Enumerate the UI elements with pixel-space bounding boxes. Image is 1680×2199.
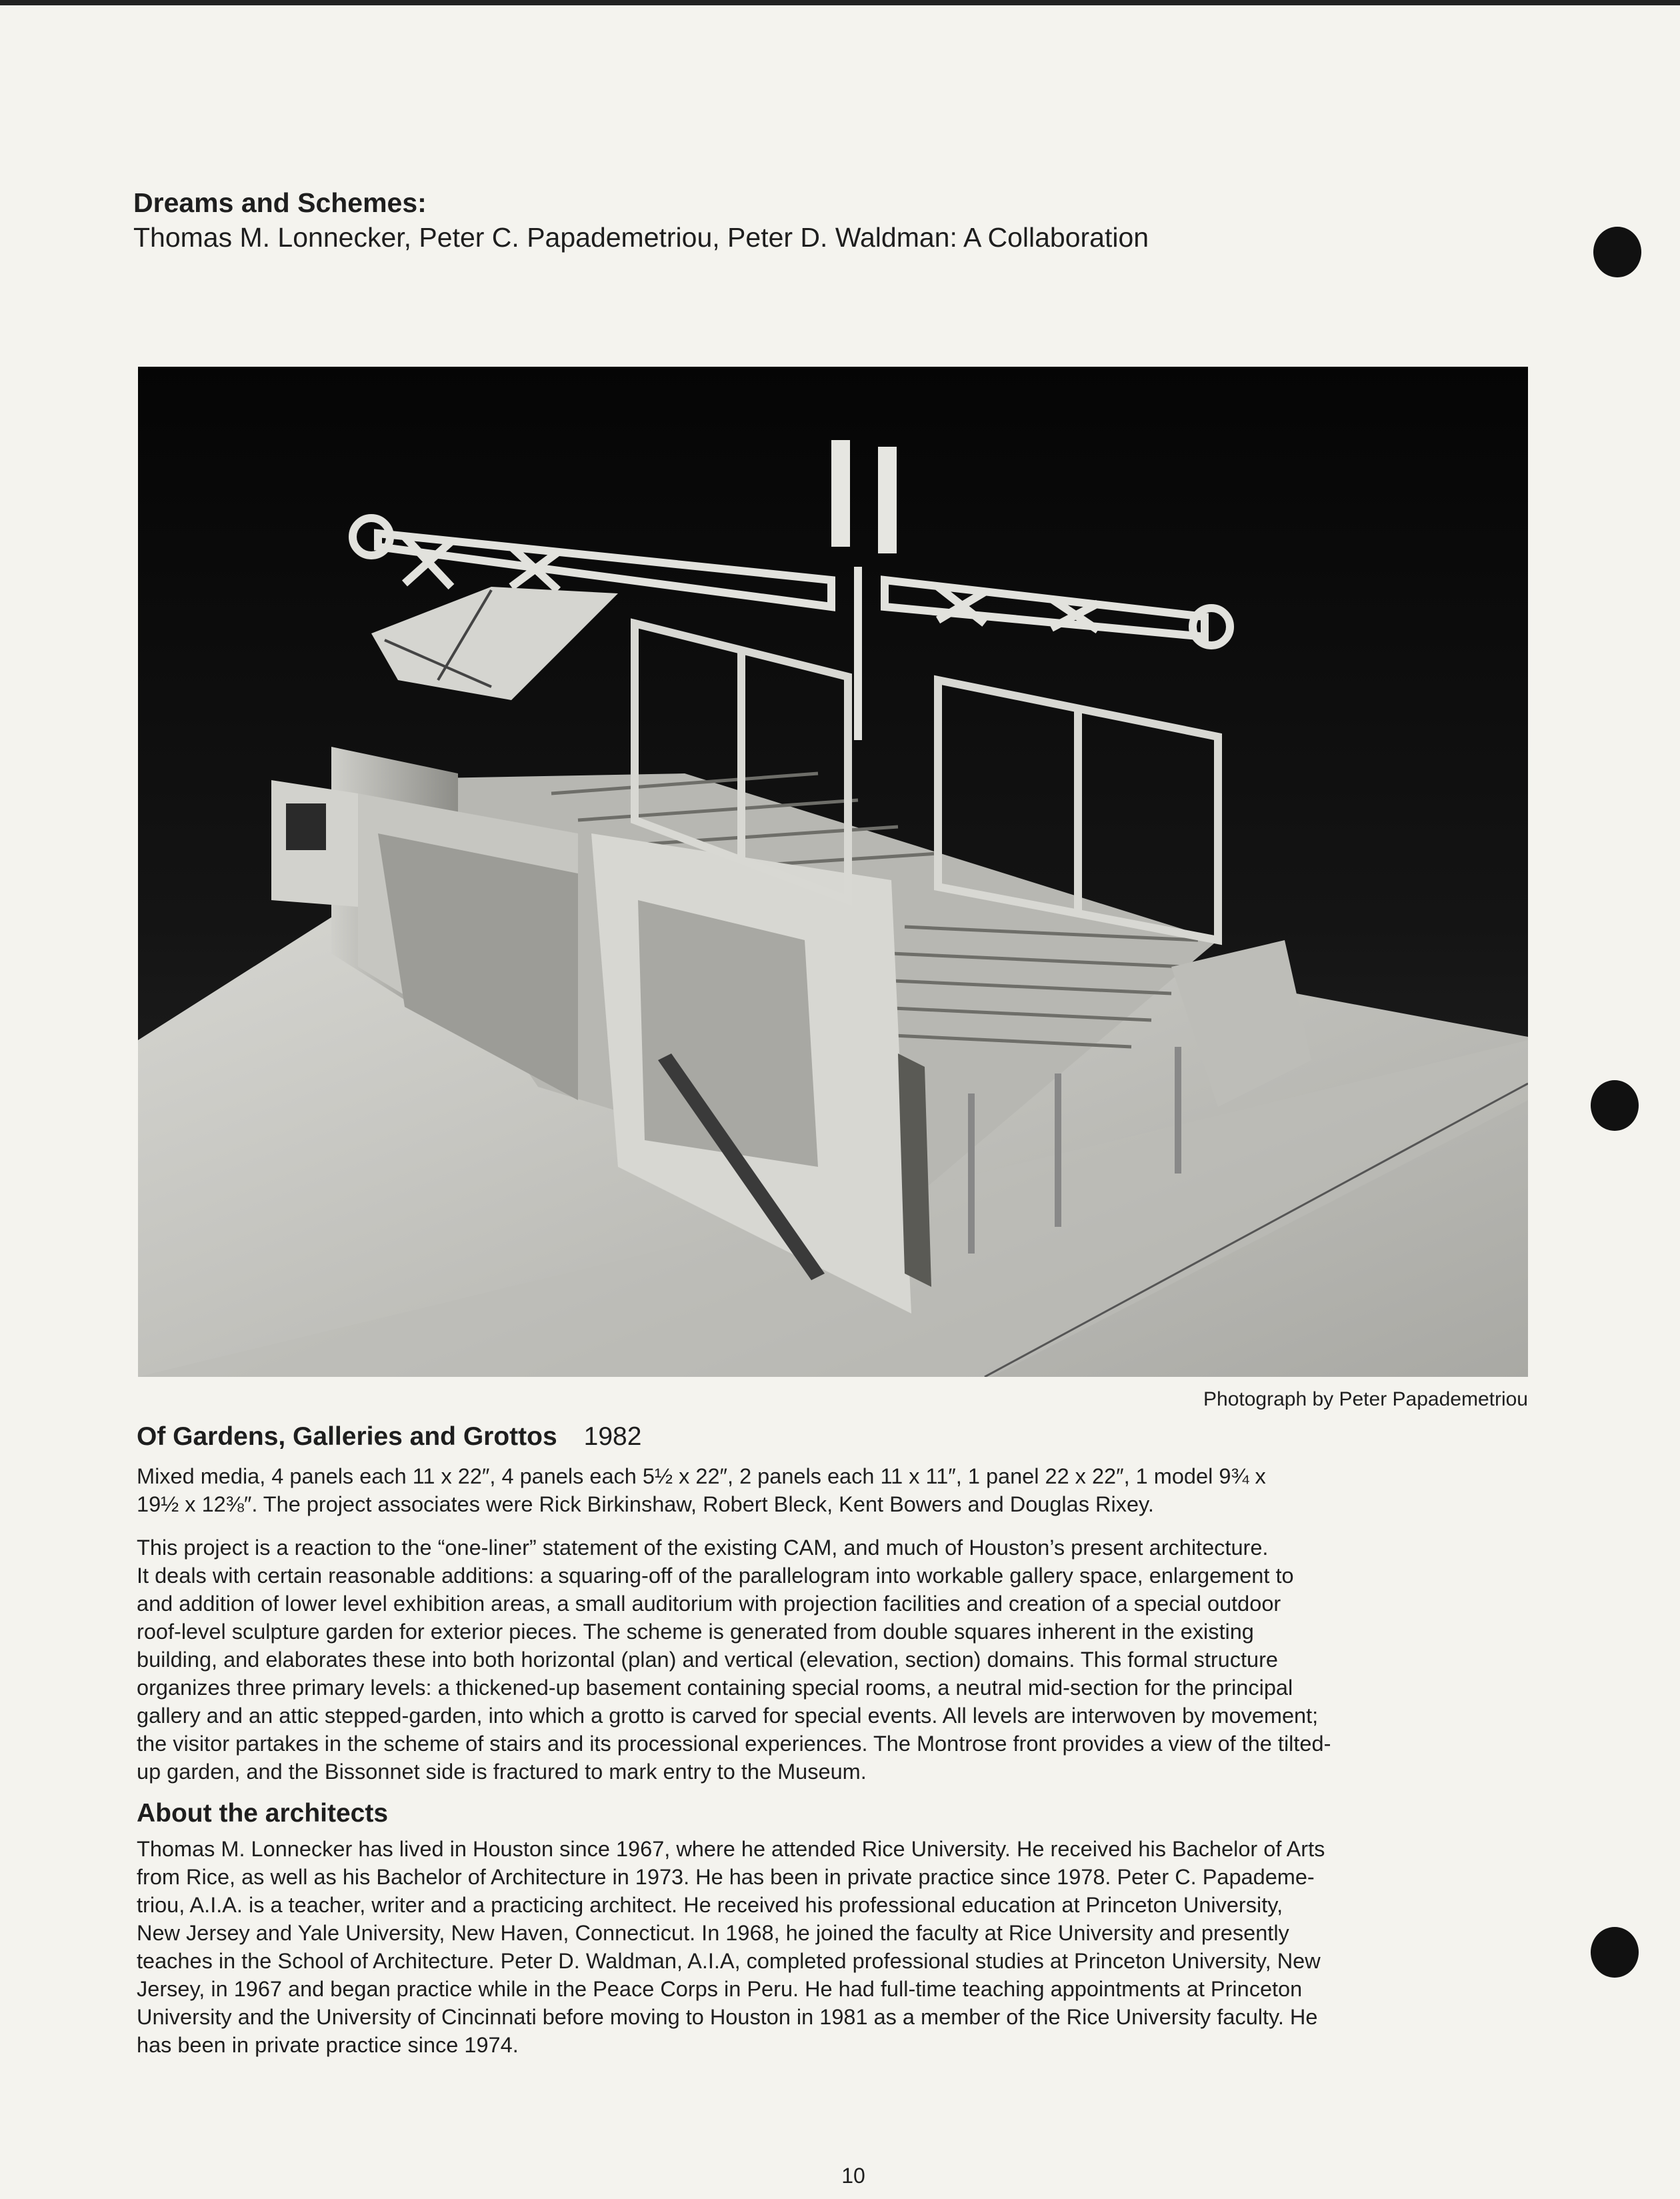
architectural-model-photo	[138, 367, 1528, 1377]
text-line: New Jersey and Yale University, New Haven, Connecticut. In 1968, he joined the faculty at Rice University and presently	[137, 1921, 1289, 1945]
about-heading: About the architects	[137, 1799, 389, 1828]
text-line: gallery and an attic stepped-garden, into which a grotto is carved for special events. All levels are interwoven by movement;	[137, 1704, 1319, 1728]
text-line: University and the University of Cincinnati before moving to Houston in 1981 as a member of the Rice University faculty. He	[137, 2005, 1318, 2029]
page-number: 10	[841, 2164, 865, 2188]
text-line: This project is a reaction to the “one-liner” statement of the existing CAM, and much of Houston’s present architecture.	[137, 1536, 1269, 1560]
model-illustration	[138, 367, 1528, 1377]
binder-hole	[1593, 227, 1641, 277]
artwork-title: Of Gardens, Galleries and Grottos	[137, 1422, 557, 1451]
text-line: teaches in the School of Architecture. Peter D. Waldman, A.I.A, completed professional studies at Princeton University, New	[137, 1949, 1321, 1973]
text-line: roof-level sculpture garden for exterior pieces. The scheme is generated from double squares inherent in the existing	[137, 1620, 1254, 1644]
binder-hole	[1591, 1080, 1639, 1131]
text-line: It deals with certain reasonable additions: a squaring-off of the parallelogram into workable gallery space, enlargement to	[137, 1564, 1294, 1588]
text-line: has been in private practice since 1974.	[137, 2033, 519, 2057]
text-line: 19½ x 12⅜″. The project associates were Rick Birkinshaw, Robert Bleck, Kent Bowers and Douglas Rixey.	[137, 1492, 1154, 1516]
artwork-year: 1982	[583, 1422, 642, 1451]
text-line: up garden, and the Bissonnet side is fractured to mark entry to the Museum.	[137, 1760, 867, 1784]
text-line: triou, A.I.A. is a teacher, writer and a practicing architect. He received his professional education at Princeton University,	[137, 1893, 1283, 1917]
artwork-media-paragraph	[137, 1462, 1527, 1518]
text-line: from Rice, as well as his Bachelor of Architecture in 1973. He has been in private practice since 1978. Peter C. Papademe-	[137, 1865, 1315, 1889]
project-description	[137, 1534, 1527, 1786]
binder-hole	[1591, 1927, 1639, 1978]
about-paragraph	[137, 1835, 1527, 2059]
photo-credit: Photograph by Peter Papademetriou	[1203, 1388, 1528, 1410]
text-line: organizes three primary levels: a thickened-up basement containing special rooms, a neutral mid-section for the principal	[137, 1676, 1293, 1700]
text-line: the visitor partakes in the scheme of stairs and its processional experiences. The Montrose front provides a view of the tilted-	[137, 1732, 1331, 1756]
text-line: building, and elaborates these into both horizontal (plan) and vertical (elevation, section) domains. This formal structure	[137, 1648, 1278, 1672]
page-title: Dreams and Schemes:	[133, 187, 427, 218]
text-line: Mixed media, 4 panels each 11 x 22″, 4 panels each 5½ x 22″, 2 panels each 11 x 11″, 1 panel 22 x 22″, 1 model 9¾ x	[137, 1464, 1266, 1488]
page-header	[133, 185, 1467, 255]
text-line: Jersey, in 1967 and began practice while in the Peace Corps in Peru. He had full-time teaching appointments at Princeton	[137, 1977, 1303, 2001]
artwork-caption	[137, 1420, 641, 1454]
page-top-edge	[0, 0, 1680, 5]
text-line: and addition of lower level exhibition areas, a small auditorium with projection facilities and creation of a special outdoor	[137, 1592, 1281, 1616]
page-subtitle: Thomas M. Lonnecker, Peter C. Papademetriou, Peter D. Waldman: A Collaboration	[133, 222, 1149, 253]
text-line: Thomas M. Lonnecker has lived in Houston since 1967, where he attended Rice University. He received his Bachelor of Arts	[137, 1837, 1325, 1861]
